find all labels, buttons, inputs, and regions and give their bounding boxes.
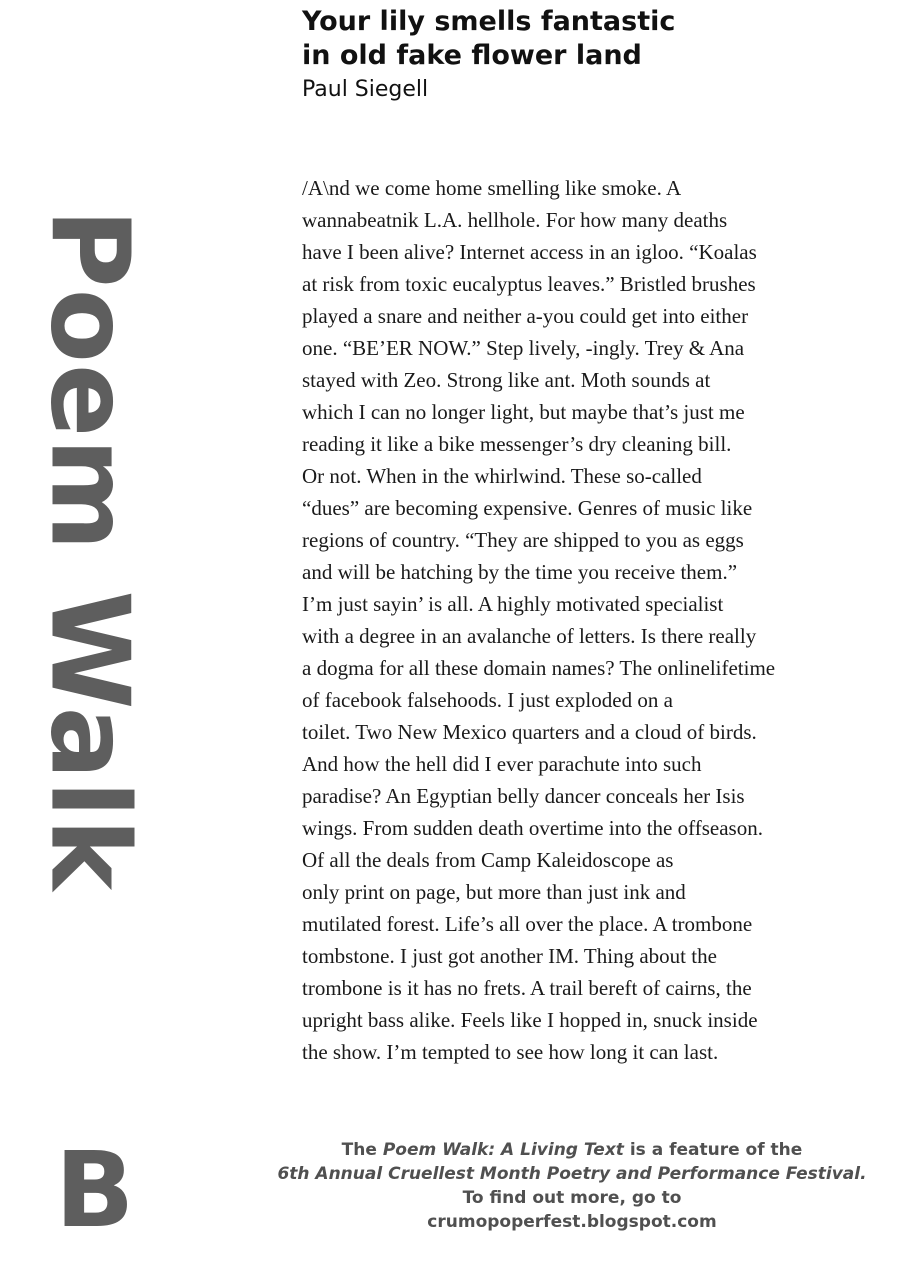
footer-festival-name: 6th Annual Cruellest Month Poetry and Performance Festival. xyxy=(277,1164,867,1184)
poem-line: one. “BE’ER NOW.” Step lively, -ingly. Trey & Ana xyxy=(302,336,745,360)
side-title-text: Poem Walk xyxy=(26,208,152,892)
side-title xyxy=(26,208,152,892)
footer-publication-name: Poem Walk: A Living Text xyxy=(382,1140,624,1160)
poem-line: Of all the deals from Camp Kaleidoscope as xyxy=(302,848,674,872)
poem-line: reading it like a bike messenger’s dry cleaning bill. xyxy=(302,432,732,456)
festival-footer xyxy=(262,1138,882,1234)
poem-line: wannabeatnik L.A. hellhole. For how many deaths xyxy=(302,208,728,232)
poem-line: at risk from toxic eucalyptus leaves.” Bristled brushes xyxy=(302,272,756,296)
poem-line: upright bass alike. Feels like I hopped in, snuck inside xyxy=(302,1008,758,1032)
section-letter: B xyxy=(55,1129,135,1251)
poem-line: toilet. Two New Mexico quarters and a cloud of birds. xyxy=(302,720,757,744)
footer-line-2 xyxy=(262,1162,882,1186)
poem-line: only print on page, but more than just ink and xyxy=(302,880,686,904)
poem-line: “dues” are becoming expensive. Genres of music like xyxy=(302,496,753,520)
poem-line: which I can no longer light, but maybe that’s just me xyxy=(302,400,745,424)
poem-line: with a degree in an avalanche of letters. Is there really xyxy=(302,624,757,648)
poem-title xyxy=(302,5,675,73)
poem-line: Or not. When in the whirlwind. These so-called xyxy=(302,464,702,488)
poem-body xyxy=(302,172,892,1068)
poem-line: regions of country. “They are shipped to you as eggs xyxy=(302,528,744,552)
poem-line: and will be hatching by the time you receive them.” xyxy=(302,560,738,584)
poem-title-line-2: in old fake flower land xyxy=(302,40,642,71)
poem-line: of facebook falsehoods. I just exploded on a xyxy=(302,688,673,712)
footer-website: crumopoperfest.blogspot.com xyxy=(427,1212,717,1232)
poem-line: paradise? An Egyptian belly dancer conceals her Isis xyxy=(302,784,745,808)
poem-line: I’m just sayin’ is all. A highly motivated specialist xyxy=(302,592,724,616)
poem-title-line-1: Your lily smells fantastic xyxy=(302,6,676,37)
footer-line-3: To find out more, go to xyxy=(462,1188,682,1208)
poem-line: played a snare and neither a-you could get into either xyxy=(302,304,749,328)
poem-line: wings. From sudden death overtime into the offseason. xyxy=(302,816,763,840)
poem-line: have I been alive? Internet access in an igloo. “Koalas xyxy=(302,240,757,264)
poem-line: mutilated forest. Life’s all over the place. A trombone xyxy=(302,912,753,936)
poem-line: stayed with Zeo. Strong like ant. Moth sounds at xyxy=(302,368,711,392)
poem-line: tombstone. I just got another IM. Thing about the xyxy=(302,944,717,968)
poem-line: And how the hell did I ever parachute into such xyxy=(302,752,702,776)
poem-line: the show. I’m tempted to see how long it can last. xyxy=(302,1040,719,1064)
poem-line: /A\nd we come home smelling like smoke. A xyxy=(302,176,682,200)
footer-line-1 xyxy=(262,1138,882,1162)
poem-line: a dogma for all these domain names? The onlinelifetime xyxy=(302,656,776,680)
author-name: Paul Siegell xyxy=(302,77,429,102)
poem-line: trombone is it has no frets. A trail bereft of cairns, the xyxy=(302,976,752,1000)
footer-line-1-pre: The xyxy=(341,1140,383,1160)
footer-line-1-post: is a feature of the xyxy=(623,1140,803,1160)
